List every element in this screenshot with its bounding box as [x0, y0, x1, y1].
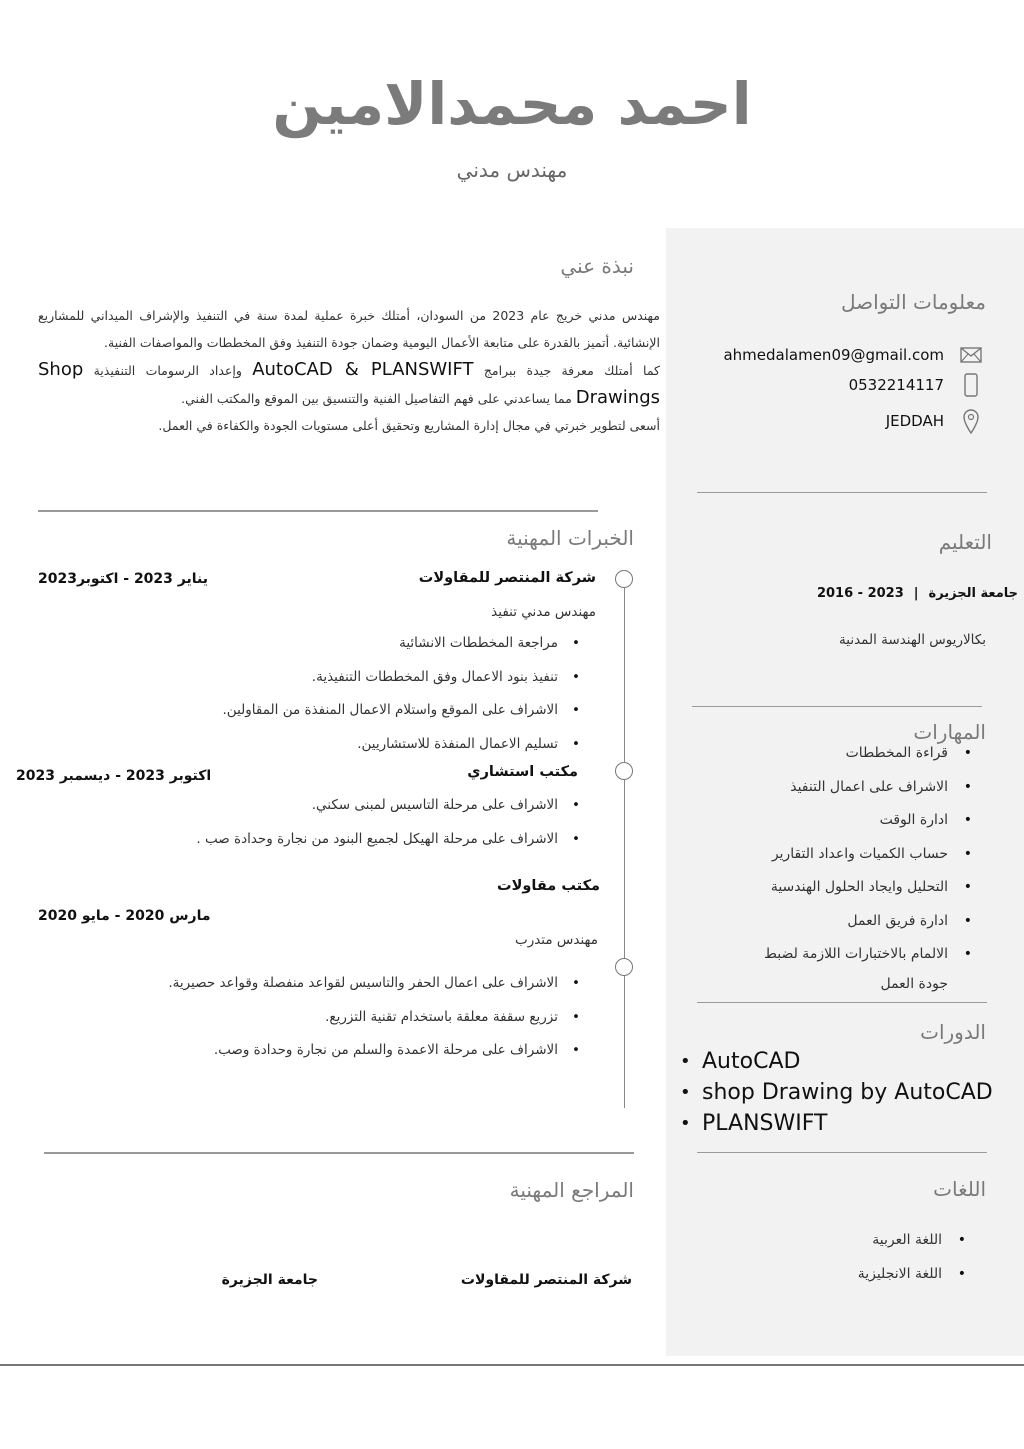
- task-item: • مراجعة المخططات الانشائية: [24, 632, 584, 666]
- divider: [692, 706, 982, 707]
- skills-heading: المهارات: [913, 720, 986, 744]
- about-heading: نبذة عني: [560, 254, 634, 278]
- task-item: • تنفيذ بنود الاعمال وفق المخططات التنفيذية.: [24, 666, 584, 700]
- language-item: • اللغة الانجليزية: [768, 1266, 968, 1300]
- skill-item-continued: جودة العمل: [880, 976, 948, 992]
- experience-timeline: [624, 578, 625, 1108]
- courses-heading: الدورات: [920, 1020, 986, 1044]
- job-tasks: [24, 972, 584, 1073]
- reference-item: شركة المنتصر للمقاولات: [460, 1272, 632, 1288]
- course-item: • PLANSWIFT: [676, 1108, 996, 1139]
- course-item: • AutoCAD: [676, 1046, 996, 1077]
- course-item: • shop Drawing by AutoCAD: [676, 1077, 996, 1108]
- job-dates: يناير 2023 - اكتوبر2023: [38, 571, 208, 587]
- experience-heading: الخبرات المهنية: [506, 526, 634, 550]
- timeline-dot: [615, 570, 633, 588]
- divider: [38, 510, 598, 512]
- task-item: • الاشراف على اعمال الحفر والتاسيس لقواعد منفصلة وقواعد حصيرية.: [24, 972, 584, 1006]
- contact-phone-row: [684, 372, 984, 398]
- skills-list: [674, 742, 974, 977]
- about-paragraph-1: مهندس مدني خريج عام 2023 من السودان، أمتلك خبرة عملية لمدة سنة في التنفيذ والإشراف الميداني للمشاريع الإنشائية. أتميز بالقدرة على متابعة الأعمال اليومية وضمان جودة التنفيذ وفق المخططات والمواصفات الفنية.: [38, 308, 661, 350]
- timeline-dot: [615, 958, 633, 976]
- job-tasks: [24, 632, 584, 766]
- task-item: • الاشراف على مرحلة الهيكل لجميع البنود من نجارة وحدادة صب .: [24, 828, 584, 862]
- task-item: • تسليم الاعمال المنفذة للاستشاريين.: [24, 733, 584, 767]
- skill-item: • ادارة الوقت: [674, 809, 974, 843]
- divider: [697, 492, 987, 493]
- job-company: مكتب استشاري: [467, 764, 578, 780]
- skill-item: • ادارة فريق العمل: [674, 910, 974, 944]
- task-item: • الاشراف على مرحلة التاسيس لمبنى سكني.: [24, 794, 584, 828]
- job-tasks: [24, 794, 584, 861]
- job-position: مهندس متدرب: [514, 932, 598, 948]
- task-item: • الاشراف على مرحلة الاعمدة والسلم من نجارة وحدادة وصب.: [24, 1039, 584, 1073]
- contact-phone[interactable]: 0532214117: [848, 376, 944, 394]
- skill-item: • التحليل وايجاد الحلول الهندسية: [674, 876, 974, 910]
- languages-list: [768, 1232, 968, 1300]
- job-dates: مارس 2020 - مايو 2020: [38, 908, 211, 924]
- job-company: شركة المنتصر للمقاولات: [418, 570, 596, 586]
- divider: [697, 1152, 987, 1153]
- skill-item: • الالمام بالاختبارات اللازمة لضبط: [674, 943, 974, 977]
- job-position: مهندس مدني تنفيذ: [491, 604, 596, 620]
- education-degree: بكالاريوس الهندسة المدنية: [839, 632, 986, 648]
- timeline-dot: [615, 762, 633, 780]
- contact-email[interactable]: ahmedalamen09@gmail.com: [723, 346, 944, 364]
- about-tools: AutoCAD & PLANSWIFT: [252, 359, 474, 380]
- map-pin-icon: [958, 408, 984, 434]
- education-years: 2016 - 2023: [816, 586, 904, 601]
- job-company: مكتب مقاولات: [497, 878, 600, 894]
- page-bottom-line: [0, 1364, 1024, 1366]
- education-university: جامعة الجزيرة: [928, 586, 1018, 601]
- candidate-name: احمد محمدالامين: [272, 70, 752, 138]
- about-paragraph-2: [38, 356, 660, 412]
- candidate-role: مهندس مدني: [456, 158, 568, 182]
- education-heading: التعليم: [938, 530, 992, 554]
- about-p2-a: كما أمتلك معرفة جيدة ببرامج: [483, 363, 661, 378]
- divider: [697, 1002, 987, 1003]
- about-p2-c: مما يساعدني على فهم التفاصيل الفنية والتنسيق بين الموقع والمكتب الفني.: [181, 391, 572, 406]
- task-item: • الاشراف على الموقع واستلام الاعمال المنفذة من المقاولين.: [24, 699, 584, 733]
- envelope-icon: [958, 347, 984, 363]
- reference-item: جامعة الجزيرة: [221, 1272, 318, 1288]
- divider: [44, 1152, 634, 1154]
- contact-email-row: [684, 342, 984, 368]
- languages-heading: اللغات: [933, 1177, 986, 1201]
- skill-item: • حساب الكميات واعداد التقارير: [674, 843, 974, 877]
- language-item: • اللغة العربية: [768, 1232, 968, 1266]
- skill-item: • قراءة المخططات: [674, 742, 974, 776]
- about-p2-b: وإعداد الرسومات التنفيذية: [93, 363, 242, 378]
- about-text: [38, 302, 660, 439]
- contact-location-row: [684, 408, 984, 434]
- education-separator: |: [913, 586, 919, 601]
- education-line: [718, 586, 1018, 601]
- contact-heading: معلومات التواصل: [840, 290, 986, 314]
- contact-city: JEDDAH: [885, 412, 944, 430]
- courses-list: [676, 1046, 996, 1139]
- skill-item: • الاشراف على اعمال التنفيذ: [674, 776, 974, 810]
- phone-icon: [958, 373, 984, 397]
- job-dates: اكتوبر 2023 - ديسمبر 2023: [16, 768, 212, 784]
- about-paragraph-3: أسعى لتطوير خبرتي في مجال إدارة المشاريع وتحقيق أعلى مستويات الجودة والكفاءة في العمل.: [158, 418, 660, 433]
- references-heading: المراجع المهنية: [509, 1178, 634, 1202]
- task-item: • تزريع سقفة معلقة باستخدام تقنية التزريع.: [24, 1006, 584, 1040]
- about-shop-drawings: Shop Drawings: [38, 359, 660, 408]
